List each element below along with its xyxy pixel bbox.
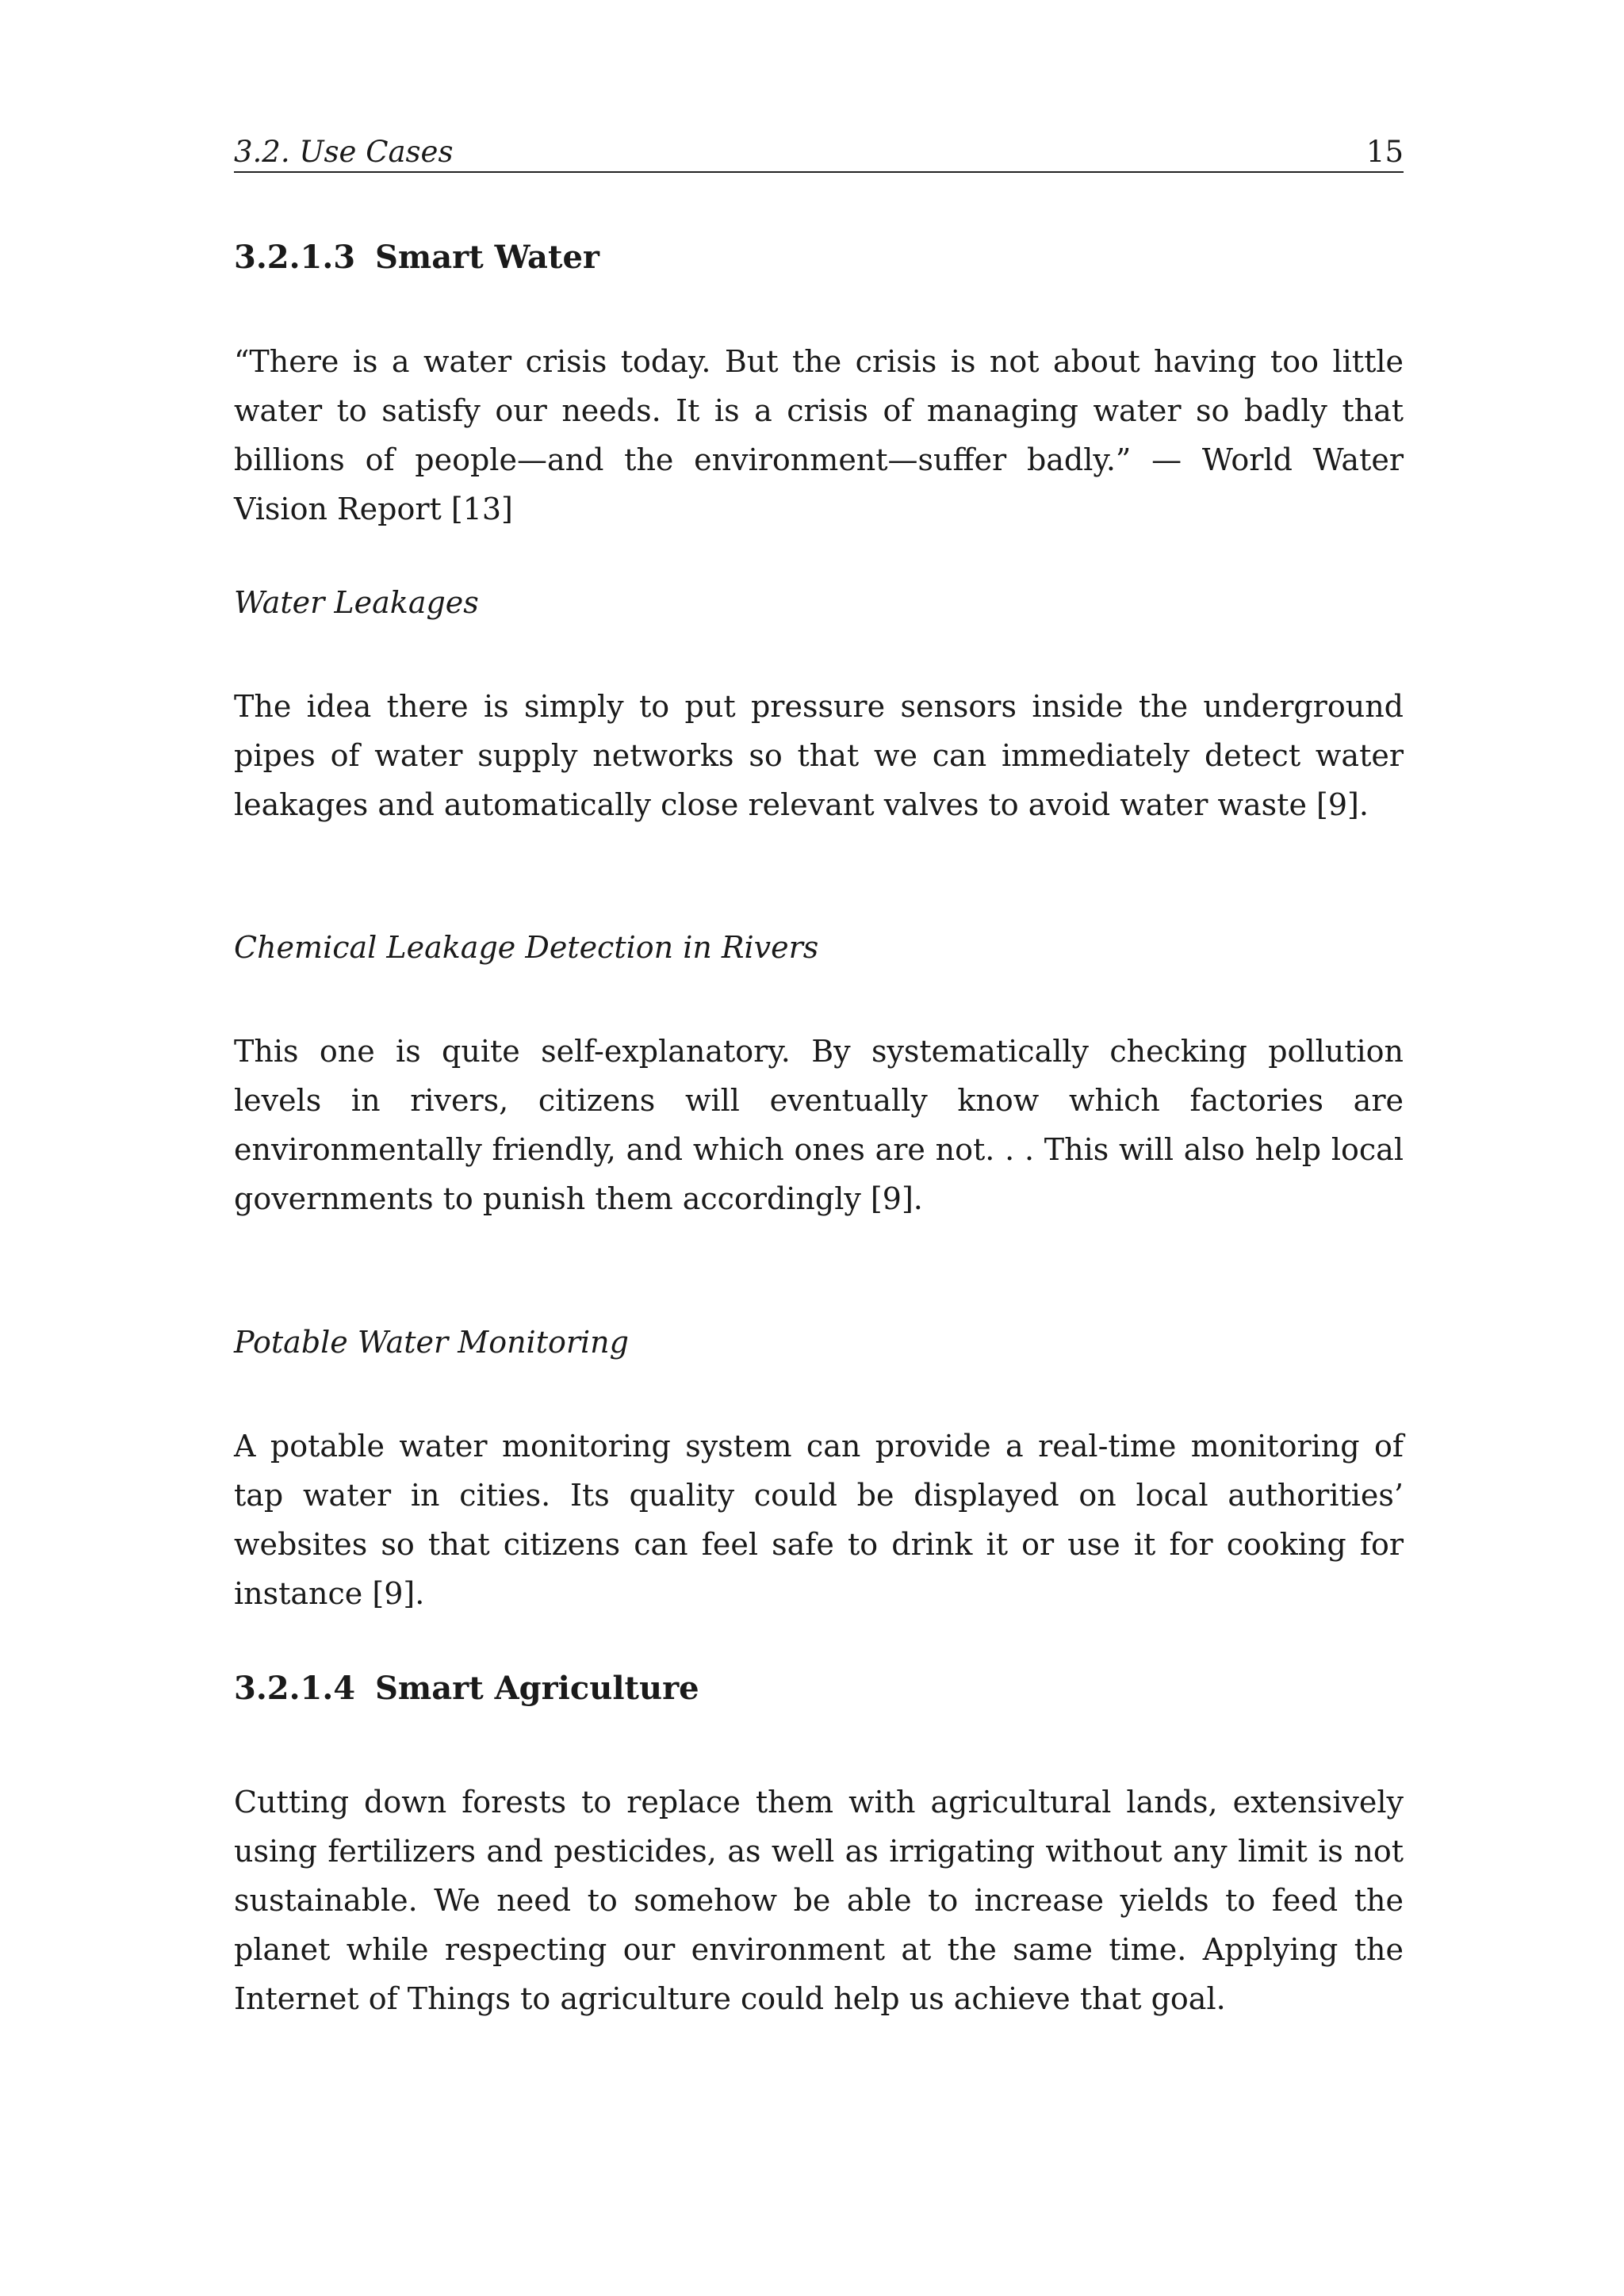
subheading-water-leakages: Water Leakages: [234, 585, 479, 620]
paragraph-potable-water: A potable water monitoring system can provide a real-time monitoring of tap water in cities. Its quality could be displayed on local authorities’ websites so that citizens can feel safe to drink it or use it for cooking for instance [9].: [234, 1429, 1404, 1611]
paragraph-water-leakages: The idea there is simply to put pressure sensors inside the underground pipes of water supply networks so that we can immediately detect water leakages and automatically close relevant valves to avoid water waste [9].: [234, 689, 1404, 822]
quote-paragraph: “There is a water crisis today. But the crisis is not about having too little water to satisfy our needs. It is a crisis of managing water so badly that billions of people—and the environment—suffer badly.” — World Water Vision Report [13]: [234, 344, 1404, 526]
section-number: 3.2.1.3: [234, 239, 356, 276]
paragraph-chemical-leakage: This one is quite self-explanatory. By systematically checking pollution levels in rivers, citizens will eventually know which factories are environmentally friendly, and which ones are not. . . This will also help local governments to punish them accordingly [9].: [234, 1034, 1404, 1216]
section-heading-smart-water: [234, 238, 599, 277]
paragraph-smart-agriculture: Cutting down forests to replace them with agricultural lands, extensively using fertilizers and pesticides, as well as irrigating without any limit is not sustainable. We need to somehow be able to increase yields to feed the planet while respecting our environment at the same time. Applying the Internet of Things to agriculture could help us achieve that goal.: [234, 1785, 1404, 2016]
subheading-chemical-leakage: Chemical Leakage Detection in Rivers: [234, 930, 819, 965]
section-title: Smart Water: [375, 239, 599, 276]
header-section-title: 3.2. Use Cases: [234, 135, 454, 169]
section-title: Smart Agriculture: [375, 1670, 699, 1707]
subheading-potable-water: Potable Water Monitoring: [234, 1325, 629, 1360]
section-heading-smart-agriculture: [234, 1669, 699, 1709]
section-number: 3.2.1.4: [234, 1670, 356, 1707]
running-header: [234, 135, 1404, 173]
page-number: 15: [1365, 135, 1404, 169]
